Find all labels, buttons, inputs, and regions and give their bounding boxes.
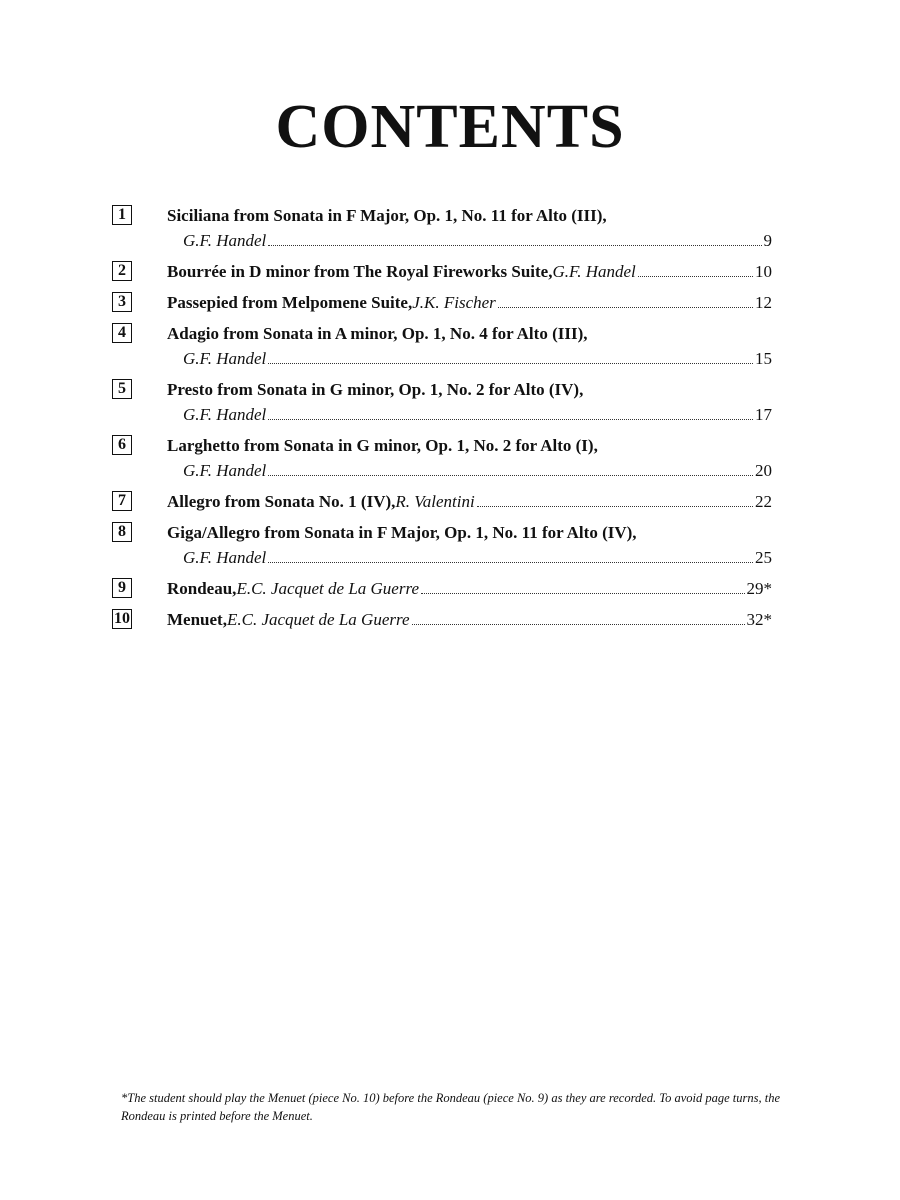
piece-number: 2 <box>112 261 132 281</box>
composer: G.F. Handel <box>183 231 267 250</box>
toc-entry[interactable] <box>112 607 772 632</box>
page-number: 17 <box>755 405 772 424</box>
toc-entry[interactable] <box>112 433 772 483</box>
dot-leader <box>268 475 753 476</box>
dot-leader <box>268 245 761 246</box>
piece-title: Allegro from Sonata No. 1 (IV), <box>167 492 396 511</box>
composer: G.F. Handel <box>183 349 267 368</box>
dot-leader <box>268 363 753 364</box>
dot-leader <box>268 562 753 563</box>
piece-title: Giga/Allegro from Sonata in F Major, Op. 1, No. 11 for Alto (IV), <box>167 523 637 542</box>
piece-title: Bourrée in D minor from The Royal Fireworks Suite, <box>167 262 553 281</box>
page-number: 20 <box>755 461 772 480</box>
piece-number: 3 <box>112 292 132 312</box>
page-number: 15 <box>755 349 772 368</box>
dot-leader <box>638 276 753 277</box>
toc-entry[interactable] <box>112 203 772 253</box>
page-number: 9 <box>763 231 772 250</box>
page-number: 12 <box>755 293 772 312</box>
piece-title: Menuet, <box>167 610 227 629</box>
toc-entry[interactable] <box>112 290 772 315</box>
toc-entry[interactable] <box>112 520 772 570</box>
composer: G.F. Handel <box>183 405 267 424</box>
toc-entry[interactable] <box>112 259 772 284</box>
piece-number: 9 <box>112 578 132 598</box>
composer: E.C. Jacquet de La Guerre <box>226 610 410 629</box>
dot-leader <box>412 624 745 625</box>
toc-entry[interactable] <box>112 321 772 371</box>
piece-title: Adagio from Sonata in A minor, Op. 1, No. 4 for Alto (III), <box>167 324 588 343</box>
table-of-contents <box>112 203 772 638</box>
page-number: 29* <box>746 579 772 598</box>
composer: G.F. Handel <box>552 262 636 281</box>
page-number: 32* <box>746 610 772 629</box>
dot-leader <box>268 419 753 420</box>
piece-number: 7 <box>112 491 132 511</box>
piece-title: Passepied from Melpomene Suite, <box>167 293 413 312</box>
dot-leader <box>498 307 753 308</box>
piece-title: Rondeau, <box>167 579 237 598</box>
composer: R. Valentini <box>395 492 475 511</box>
piece-number: 8 <box>112 522 132 542</box>
page-title: CONTENTS <box>275 93 625 161</box>
piece-number: 4 <box>112 323 132 343</box>
piece-title: Presto from Sonata in G minor, Op. 1, No. 2 for Alto (IV), <box>167 380 584 399</box>
piece-number: 1 <box>112 205 132 225</box>
composer: G.F. Handel <box>183 548 267 567</box>
page-number: 25 <box>755 548 772 567</box>
piece-number: 10 <box>114 610 130 627</box>
page-number: 22 <box>755 492 772 511</box>
piece-title: Larghetto from Sonata in G minor, Op. 1, No. 2 for Alto (I), <box>167 436 598 455</box>
page-number: 10 <box>755 262 772 281</box>
toc-entry[interactable] <box>112 377 772 427</box>
dot-leader <box>421 593 745 594</box>
piece-title: Siciliana from Sonata in F Major, Op. 1, No. 11 for Alto (III), <box>167 206 607 225</box>
toc-entry[interactable] <box>112 489 772 514</box>
composer: E.C. Jacquet de La Guerre <box>236 579 419 598</box>
piece-number: 6 <box>112 435 132 455</box>
toc-entry[interactable] <box>112 576 772 601</box>
dot-leader <box>477 506 753 507</box>
composer: G.F. Handel <box>183 461 267 480</box>
piece-number: 5 <box>112 379 132 399</box>
composer: J.K. Fischer <box>412 293 496 312</box>
footnote: *The student should play the Menuet (piece No. 10) before the Rondeau (piece No. 9) as they are recorded. To avoid page turns, the Rondeau is printed before the Menuet. <box>121 1090 781 1123</box>
